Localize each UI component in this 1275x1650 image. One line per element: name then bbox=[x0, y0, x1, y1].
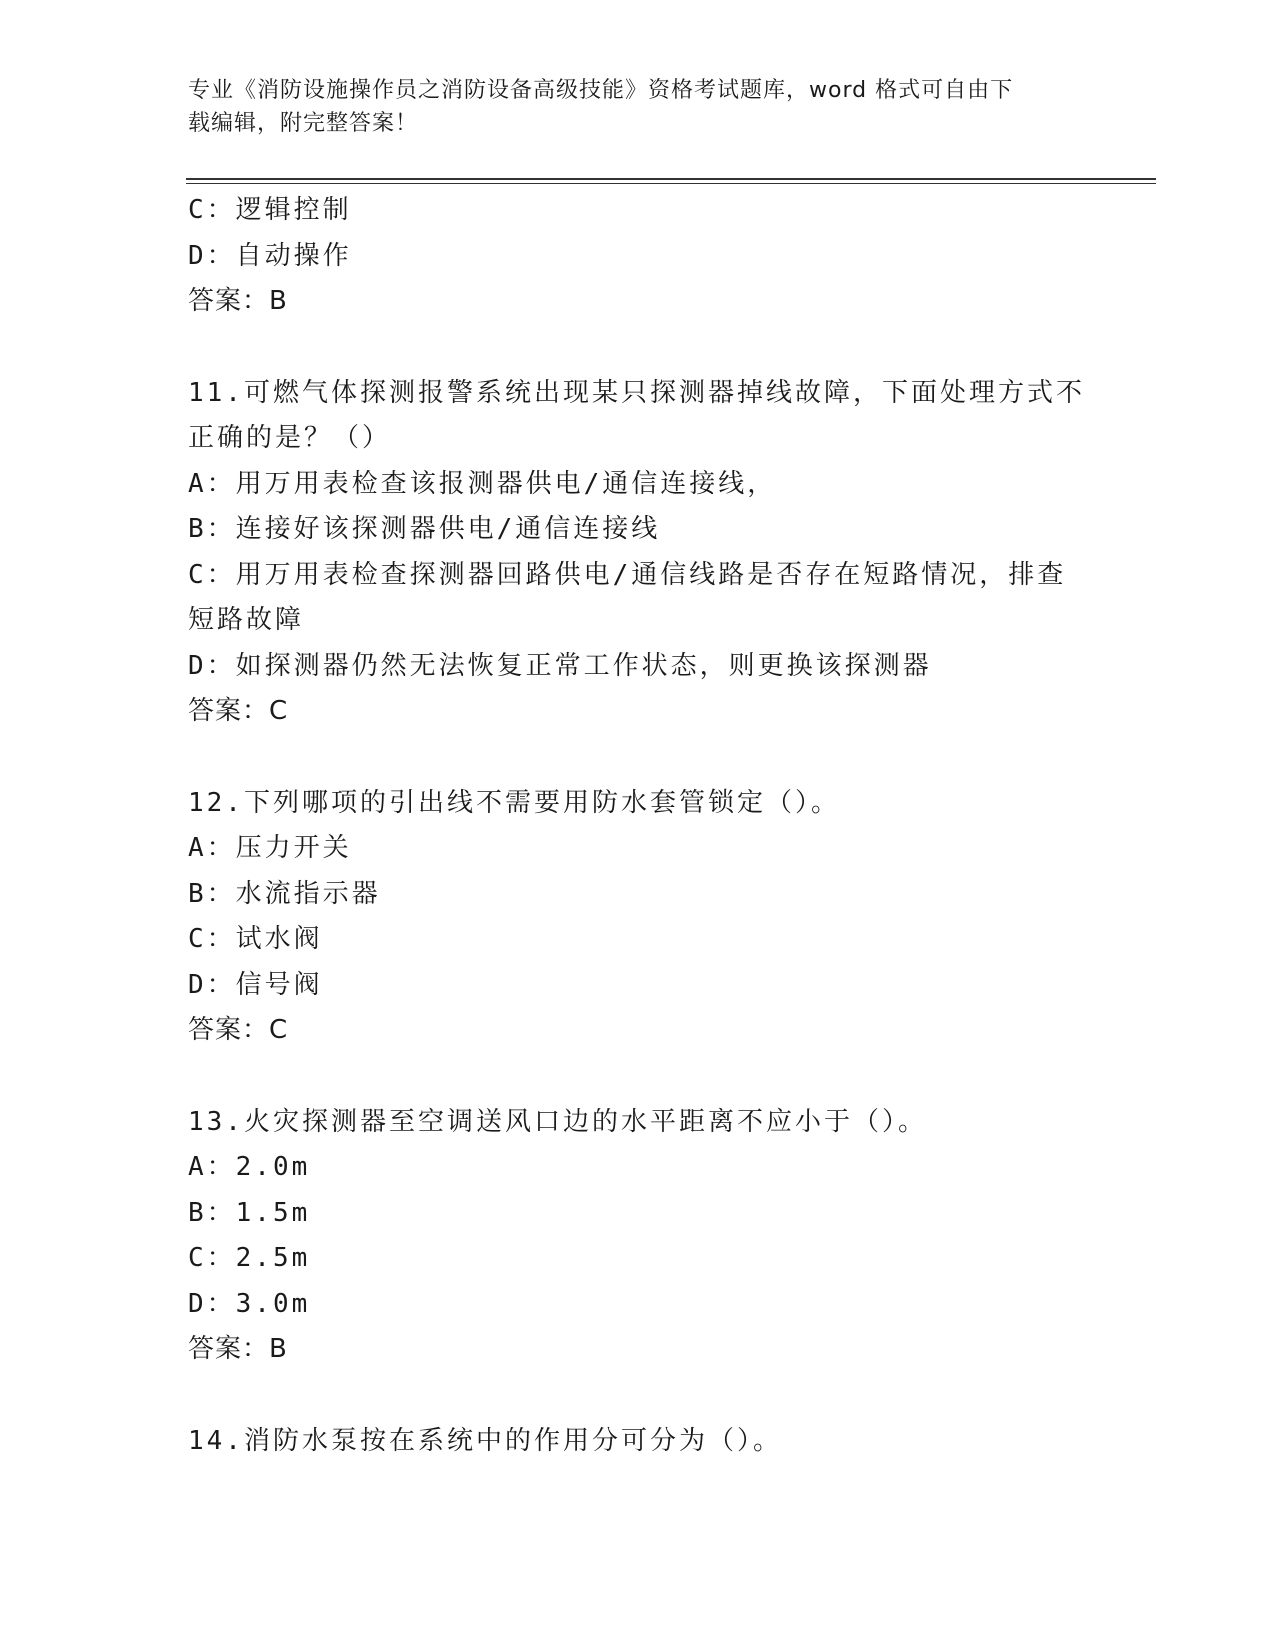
document-header bbox=[188, 74, 1068, 140]
question-10 bbox=[188, 188, 1088, 325]
header-line-2: 载编辑，附完整答案！ bbox=[188, 111, 419, 136]
spacer bbox=[188, 325, 1088, 371]
q10-option-c: C：逻辑控制 bbox=[188, 195, 352, 225]
q12-option-a: A：压力开关 bbox=[188, 833, 352, 863]
q13-answer: 答案：B bbox=[188, 1334, 288, 1364]
q10-answer: 答案：B bbox=[188, 286, 288, 316]
q11-option-d: D：如探测器仍然无法恢复正常工作状态，则更换该探测器 bbox=[188, 650, 932, 681]
q13-option-d: D：3.0m bbox=[188, 1288, 311, 1319]
q12-stem: 12.下列哪项的引出线不需要用防水套管锁定（）。 bbox=[188, 787, 840, 818]
q13-option-a: A：2.0m bbox=[188, 1152, 311, 1182]
question-12 bbox=[188, 781, 1088, 1054]
q11-option-c-line-2: 短路故障 bbox=[188, 605, 305, 635]
spacer bbox=[188, 735, 1088, 781]
q13-option-b: B：1.5m bbox=[188, 1197, 311, 1228]
question-13 bbox=[188, 1100, 1088, 1373]
spacer bbox=[188, 1373, 1088, 1419]
q12-option-d: D：信号阀 bbox=[188, 969, 323, 1000]
q11-stem-line-1: 11.可燃气体探测报警系统出现某只探测器掉线故障，下面处理方式不 bbox=[188, 377, 1085, 408]
header-divider-thick bbox=[186, 178, 1156, 180]
q12-option-b: B：水流指示器 bbox=[188, 878, 381, 909]
q13-stem: 13.火灾探测器至空调送风口边的水平距离不应小于（）。 bbox=[188, 1106, 927, 1137]
q11-option-a: A：用万用表检查该报测器供电/通信连接线， bbox=[188, 468, 777, 499]
q11-option-c-line-1: C：用万用表检查探测器回路供电/通信线路是否存在短路情况，排查 bbox=[188, 559, 1067, 590]
q13-option-c: C：2.5m bbox=[188, 1243, 311, 1273]
question-14 bbox=[188, 1419, 1088, 1465]
q11-option-b: B：连接好该探测器供电/通信连接线 bbox=[188, 514, 661, 544]
spacer bbox=[188, 1054, 1088, 1100]
q11-stem-line-2: 正确的是？（） bbox=[188, 423, 392, 453]
q10-option-d: D：自动操作 bbox=[188, 240, 352, 271]
header-divider-thin bbox=[186, 183, 1156, 184]
question-11 bbox=[188, 371, 1088, 735]
q11-answer: 答案：C bbox=[188, 696, 289, 726]
q12-option-c: C：试水阀 bbox=[188, 924, 323, 954]
q14-stem: 14.消防水泵按在系统中的作用分可分为（）。 bbox=[188, 1425, 782, 1456]
question-list bbox=[188, 188, 1088, 1464]
q12-answer: 答案：C bbox=[188, 1015, 289, 1045]
header-line-1: 专业《消防设施操作员之消防设备高级技能》资格考试题库，word 格式可自由下 bbox=[188, 78, 1014, 103]
